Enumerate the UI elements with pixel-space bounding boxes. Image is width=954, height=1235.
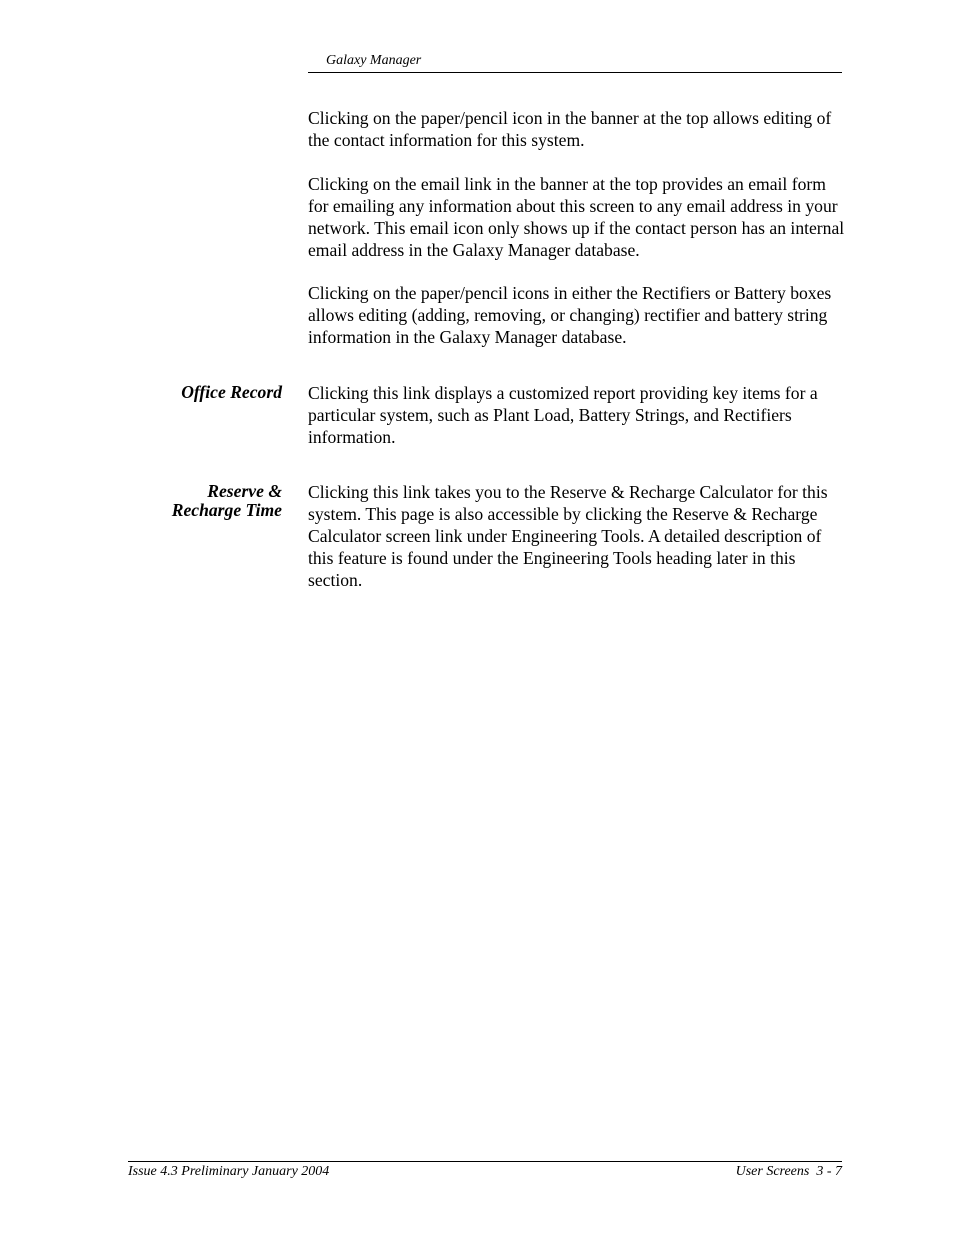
side-heading-reserve-line2: Recharge Time xyxy=(171,500,282,520)
paragraph-reserve-recharge: Clicking this link takes you to the Reserve & Recharge Calculator for this system. This page is also accessible by clicking the Reserve & Recharge Calculator screen link under Engineering Tools. A detailed description of this feature is found under the Engineering Tools heading later in this section. xyxy=(308,482,828,590)
paragraph-email-link: Clicking on the email link in the banner at the top provides an email form for emailing any information about this screen to any email address in your network. This email icon only shows up if the contact person has an internal email address in the Galaxy Manager database. xyxy=(308,174,845,260)
side-heading-office-record-text: Office Record xyxy=(181,382,282,402)
paragraph-contact-edit: Clicking on the paper/pencil icon in the banner at the top allows editing of the contact information for this system. xyxy=(308,108,832,150)
footer-page-number: User Screens 3 - 7 xyxy=(735,1164,842,1179)
header-rule xyxy=(308,72,842,73)
side-heading-reserve-line1: Reserve & xyxy=(207,481,282,501)
paragraph-office-record: Clicking this link displays a customized report providing key items for a particular system, such as Plant Load, Battery Strings, and Rectifiers information. xyxy=(308,383,818,447)
footer-issue: Issue 4.3 Preliminary January 2004 xyxy=(128,1164,330,1179)
side-heading-office-record xyxy=(122,383,282,402)
side-heading-reserve-recharge xyxy=(122,482,282,520)
paragraph-rectifier-battery-edit: Clicking on the paper/pencil icons in either the Rectifiers or Battery boxes allows editing (adding, removing, or changing) rectifier and battery string information in the Galaxy Manager database. xyxy=(308,283,832,347)
footer-rule xyxy=(128,1161,842,1162)
running-header: Galaxy Manager xyxy=(326,53,422,68)
